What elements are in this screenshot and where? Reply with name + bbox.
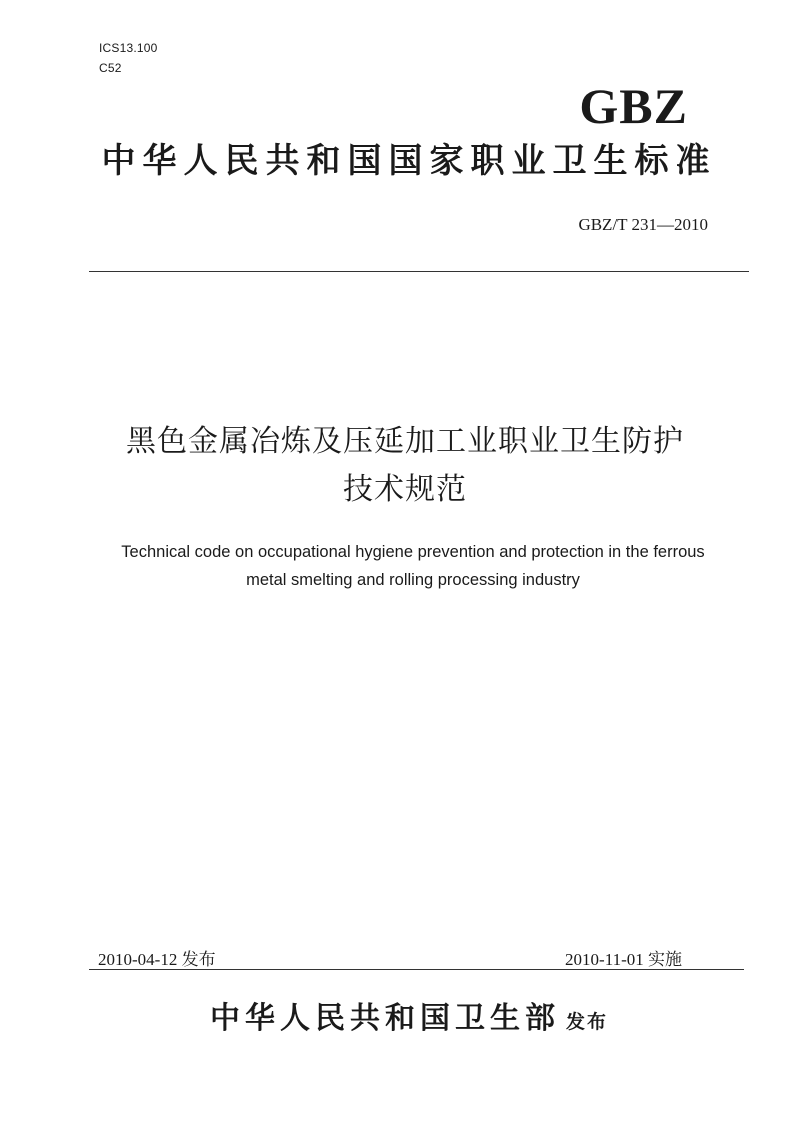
ics-codes (99, 38, 158, 78)
classification-code: C52 (99, 61, 122, 75)
ics-code: ICS13.100 (99, 41, 158, 55)
bottom-divider (89, 969, 744, 970)
organization-title: 中华人民共和国国家职业卫生标准 (101, 141, 717, 181)
english-title-line-2: metal smelting and rolling processing industry (246, 571, 580, 589)
gbz-logo: GBZ (579, 78, 688, 134)
english-title-line-1: Technical code on occupational hygiene prevention and protection in the ferrous (121, 543, 705, 561)
chinese-title-line-1: 黑色金属冶炼及压延加工业职业卫生防护 (126, 424, 684, 459)
issue-date: 2010-04-12 发布 (98, 950, 216, 969)
publisher (0, 999, 800, 1042)
publisher-name: 中华人民共和国卫生部 (209, 1001, 560, 1036)
chinese-title-line-2: 技术规范 (343, 472, 467, 507)
top-divider (89, 271, 749, 272)
standard-number: GBZ/T 231—2010 (578, 215, 708, 234)
implementation-date: 2010-11-01 实施 (565, 950, 682, 969)
publisher-suffix: 发布 (565, 1011, 608, 1033)
chinese-title (0, 418, 800, 514)
english-title (0, 538, 800, 594)
